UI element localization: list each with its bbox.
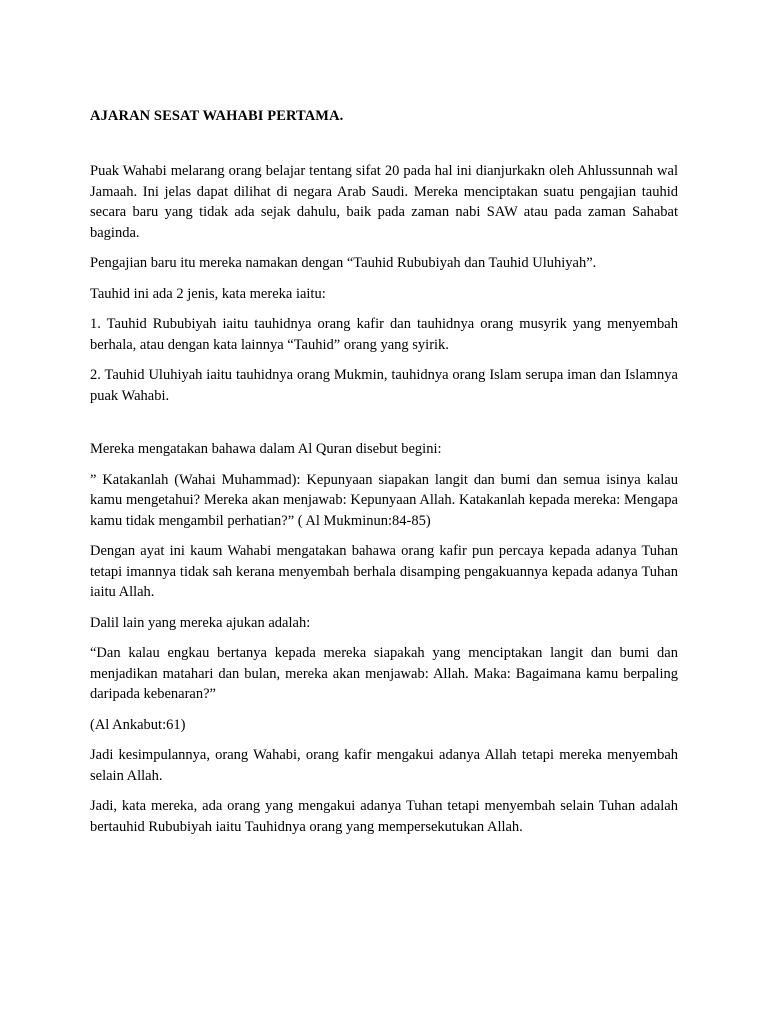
paragraph-citation: (Al Ankabut:61): [90, 716, 186, 733]
document-page: [90, 106, 678, 847]
paragraph-rububiyah: 1. Tauhid Rububiyah iaitu tauhidnya orang kafir dan tauhidnya orang musyrik yang menyembah berhala, atau dengan kata lainnya “Tauhid” orang yang syirik.: [90, 316, 678, 353]
paragraph-other-dalil: Dalil lain yang mereka ajukan adalah:: [90, 614, 311, 631]
paragraph-conclusion: Jadi kesimpulannya, orang Wahabi, orang kafir mengakui adanya Allah tetapi mereka menyembah selain Allah.: [90, 747, 678, 784]
paragraph-intro: Puak Wahabi melarang orang belajar tentang sifat 20 pada hal ini dianjurkakn oleh Ahlussunnah wal Jamaah. Ini jelas dapat dilihat di negara Arab Saudi. Mereka menciptakan suatu pengajian tauhid secara baru yang tidak ada sejak dahulu, baik pada zaman nabi SAW atau pada zaman Sahabat baginda.: [90, 163, 678, 241]
paragraph-quote-ankabut: “Dan kalau engkau bertanya kepada mereka siapakah yang menciptakan langit dan bumi dan menjadikan matahari dan bulan, mereka akan menjawab: Allah. Maka: Bagaimana kamu berpaling daripada kebenaran?”: [90, 645, 678, 702]
paragraph-uluhiyah: 2. Tauhid Uluhiyah iaitu tauhidnya orang Mukmin, tauhidnya orang Islam serupa iman dan Islamnya puak Wahabi.: [90, 367, 678, 404]
paragraph-naming: Pengajian baru itu mereka namakan dengan “Tauhid Rububiyah dan Tauhid Uluhiyah”.: [90, 255, 597, 271]
paragraph-quote-mukminun: ” Katakanlah (Wahai Muhammad): Kepunyaan siapakan langit dan bumi dan semua isinya kalau kamu mengetahui? Mereka akan menjawab: Kepunyaan Allah. Katakanlah kepada mereka: Mengapa kamu tidak mengambil perhatian?” ( Al Mukminun:84-85): [90, 471, 678, 529]
paragraph-quran-intro: Mereka mengatakan bahawa dalam Al Quran disebut begini:: [90, 441, 442, 457]
paragraph-types: Tauhid ini ada 2 jenis, kata mereka iaitu:: [90, 285, 326, 302]
paragraph-explanation: Dengan ayat ini kaum Wahabi mengatakan bahawa orang kafir pun percaya kepada adanya Tuhan tetapi imannya tidak sah kerana menyembah berhala disamping pengakuannya kepada adanya Tuhan iaitu Allah.: [90, 543, 678, 600]
paragraph-final: Jadi, kata mereka, ada orang yang mengakui adanya Tuhan tetapi menyembah selain Tuhan adalah bertauhid Rububiyah iaitu Tauhidnya orang yang mempersekutukan Allah.: [90, 798, 678, 835]
document-title: AJARAN SESAT WAHABI PERTAMA.: [90, 108, 344, 124]
